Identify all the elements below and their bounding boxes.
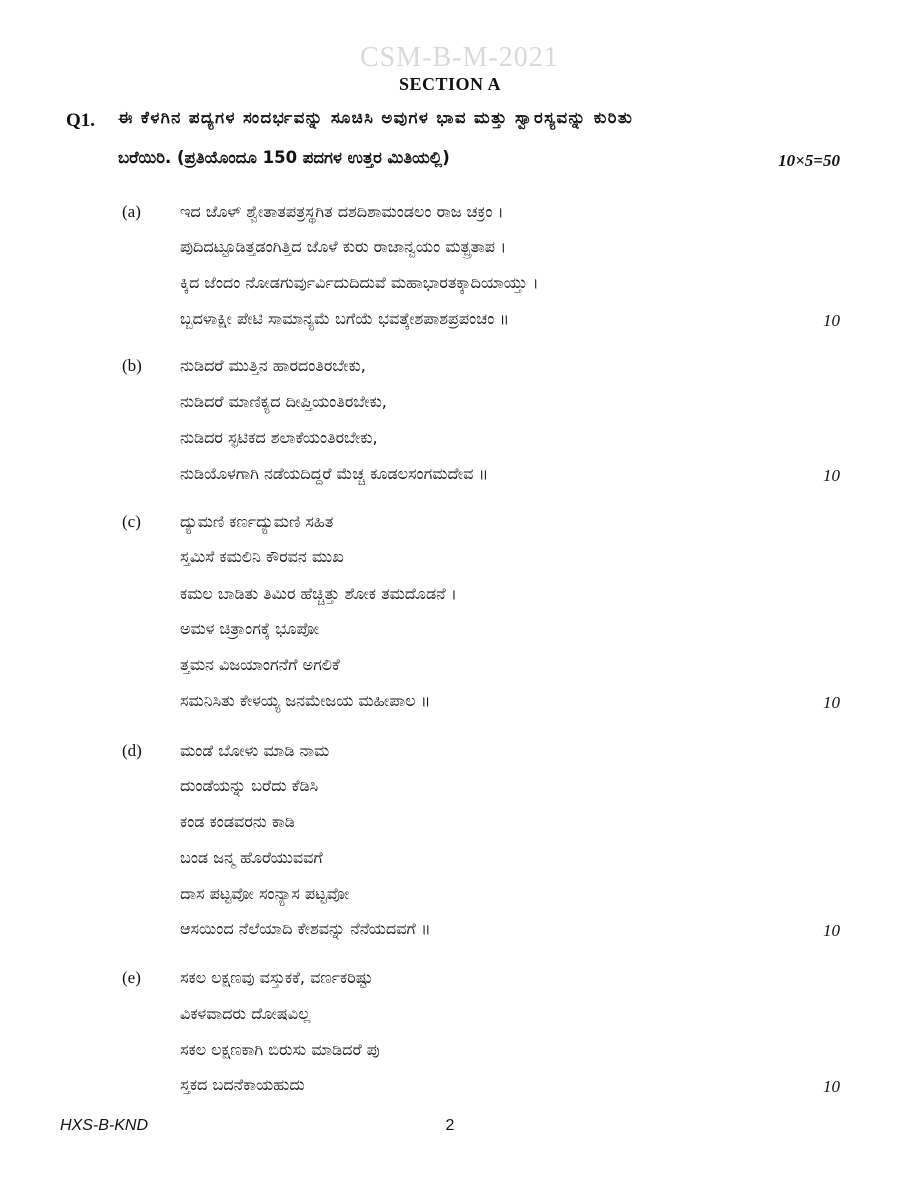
poem-line: ನುಡಿದರೆ ಮಾಣಿಕ್ಯದ ದೀಪ್ತಿಯಂತಿರಬೇಕು,: [180, 392, 387, 411]
item-marks-d: 10: [823, 921, 840, 940]
poem-line: ನುಡಿದರ ಸ್ಫಟಿಕದ ಶಲಾಕೆಯಂತಿರಬೇಕು,: [180, 428, 378, 447]
poem-line: ದ್ಯುಮಣಿ ಕರ್ಣದ್ಯುಮಣಿ ಸಹಿತ: [180, 512, 334, 531]
item-label-e: (e): [122, 968, 141, 987]
poem-line: ದುಂಡೆಯನ್ನು ಬರೆದು ಕೆಡಿಸಿ: [180, 776, 319, 795]
page-number: 2: [445, 1117, 455, 1134]
poem-line: ಸ್ತಮಿಸೆ ಕಮಲಿನಿ ಕೌರವನ ಮುಖ: [180, 547, 344, 566]
item-label-d: (d): [122, 741, 142, 760]
item-marks-e: 10: [823, 1077, 840, 1096]
poem-line: ಪುದಿದಟ್ಟೂಡಿತ್ತಡಂಗಿತ್ತಿದ ಜೊಳೆ ಕುರು ರಾಜಾನ್ವಯಂ ಮತ್ಪ್ರತಾಪ ।: [180, 237, 507, 256]
poem-line: ಸ್ತಕದ ಬದನೆಕಾಯಹುದು: [180, 1075, 305, 1094]
watermark-stamp: CSM-B-M-2021: [360, 42, 559, 73]
question-instruction-line-2: ಬರೆಯಿರಿ. (ಪ್ರತಿಯೊಂದೂ 150 ಪದಗಳ ಉತ್ತರ ಮಿತಿಯಲ್ಲಿ): [118, 148, 450, 167]
poem-line: ನುಡಿಯೊಳಗಾಗಿ ನಡೆಯದಿದ್ದರೆ ಮೆಚ್ಚ ಕೂಡಲಸಂಗಮದೇವ ॥: [180, 464, 489, 483]
poem-line: ಇದ ಜೊಳ್ ಶ್ವೇತಾತಪತ್ರಸ್ಥಗಿತ ದಶದಿಶಾಮಂಡಲಂ ರಾಜ ಚಕ್ರಂ ।: [180, 202, 504, 221]
item-label-a: (a): [122, 202, 141, 221]
item-marks-b: 10: [823, 466, 840, 485]
poem-line: ಸಕಲ ಲಕ್ಷಣವು ವಸ್ತುಕಕೆ, ವರ್ಣಕರಿಷ್ಟು: [180, 968, 373, 987]
poem-line: ಬ್ಬದಳಾಕ್ಷೀ ಪೇಟಿ ಸಾಮಾನ್ಯಮೆ ಬಗೆಯೆ ಭವತ್ಕೇಶಪಾಶಪ್ರಪಂಚಂ ॥: [180, 309, 510, 328]
poem-line: ಕ್ಕಿದ ಜೆಂದಂ ನೋಡಗುರ್ವುರ್ವಿದುದಿದುವೆ ಮಹಾಭಾರತಕ್ಕಾದಿಯಾಯ್ತು ।: [180, 273, 539, 292]
poem-line: ಬಂಡ ಜನ್ಮ ಹೊರೆಯುವವಗೆ: [180, 848, 323, 867]
poem-line: ಸಮನಿಸಿತು ಕೇಳಯ್ಯ ಜನಮೇಜಯ ಮಹೀಪಾಲ ॥: [180, 691, 431, 710]
poem-line: ತ್ತಮನ ವಿಜಯಾಂಗನೆಗೆ ಅಗಲಿಕೆ: [180, 655, 340, 674]
item-label-c: (c): [122, 512, 141, 531]
section-title: SECTION A: [398, 74, 502, 94]
poem-line: ಸಕಲ ಲಕ್ಷಣಕಾಗಿ ಬಿರುಸು ಮಾಡಿದರೆ ಪು: [180, 1040, 380, 1059]
poem-line: ಅಮಳ ಚಿತ್ರಾಂಗಕ್ಕೆ ಭೂಪೋ: [180, 619, 319, 638]
item-label-b: (b): [122, 356, 142, 375]
poem-line: ಮಂಡೆ ಬೋಳು ಮಾಡಿ ನಾಮ: [180, 741, 330, 760]
poem-line: ಕಂಡ ಕಂಡವರನು ಕಾಡಿ: [180, 812, 295, 831]
poem-line: ಕಮಲ ಬಾಡಿತು ತಿಮಿರ ಹೆಚ್ಚಿತ್ತು ಶೋಕ ತಮದೊಡನೆ ।: [180, 584, 457, 603]
poem-line: ದಾಸ ಪಟ್ಟವೋ ಸಂನ್ಯಾಸ ಪಟ್ಟವೋ: [180, 884, 350, 903]
poem-line: ವಿಕಳವಾದರು ದೋಷವಿಲ್ಲ: [180, 1004, 311, 1023]
poem-line: ಆಸಯಿಂದ ನೆಲೆಯಾದಿ ಕೇಶವನ್ನು ನೆನೆಯದವಗೆ ॥: [180, 919, 431, 938]
total-marks: 10×5=50: [778, 151, 840, 170]
item-marks-a: 10: [823, 311, 840, 330]
poem-line: ನುಡಿದರೆ ಮುತ್ತಿನ ಹಾರದಂತಿರಬೇಕು,: [180, 356, 366, 375]
item-marks-c: 10: [823, 693, 840, 712]
question-instruction-line-1: ಈ ಕೆಳಗಿನ ಪದ್ಯಗಳ ಸಂದರ್ಭವನ್ನು ಸೂಚಿಸಿ ಅವುಗಳ ಭಾವ ಮತ್ತು ಸ್ವಾರಸ್ಯವನ್ನು ಕುರಿತು: [118, 108, 634, 127]
paper-code: HXS-B-KND: [60, 1117, 149, 1134]
question-number: Q1.: [66, 110, 96, 131]
